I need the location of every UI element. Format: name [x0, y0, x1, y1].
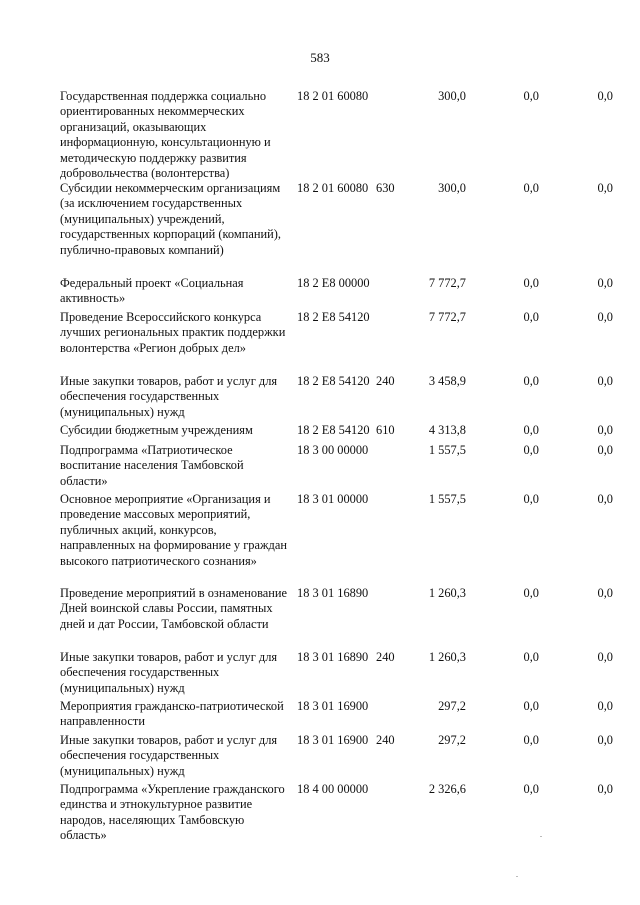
- row-value-3: 0,0: [597, 443, 613, 457]
- row-code: 18 4 00 00000: [297, 782, 369, 796]
- row-name: Проведение Всероссийского конкурса лучших региональных практик поддержки волонтерства «Регион добрых дел»: [60, 310, 286, 355]
- row-value-3: 0,0: [597, 423, 613, 437]
- row-name: Проведение мероприятий в ознаменование Дней воинской славы России, памятных дней и дат России, Тамбовской области: [60, 586, 288, 631]
- row-code: 18 2 E8 54120: [297, 423, 370, 437]
- row-value-3: 0,0: [597, 374, 613, 388]
- row-value-2: 0,0: [523, 492, 539, 506]
- row-expense-type: 610: [376, 423, 395, 437]
- row-amount: 1 260,3: [428, 586, 466, 600]
- row-value-2: 0,0: [523, 733, 539, 747]
- row-code: 18 3 00 00000: [297, 443, 369, 457]
- scan-speck: [516, 876, 518, 877]
- row-name: Субсидии некоммерческим организациям (за исключением государственных (муниципальных) учреждений, государственных корпораций (компаний), публично-правовых компаний): [60, 181, 281, 257]
- row-amount: 2 326,6: [428, 782, 466, 796]
- row-name: Иные закупки товаров, работ и услуг для обеспечения государственных (муниципальных) нужд: [60, 650, 278, 695]
- row-name: Основное мероприятие «Организация и проведение массовых мероприятий, публичных акций, конкурсов, направленных на формирование у граждан высокого патриотического сознания»: [60, 492, 287, 568]
- row-code: 18 2 01 60080: [297, 181, 369, 195]
- row-value-2: 0,0: [523, 699, 539, 713]
- row-value-2: 0,0: [523, 782, 539, 796]
- row-expense-type: 630: [376, 181, 395, 195]
- row-code: 18 2 E8 54120: [297, 374, 370, 388]
- row-amount: 7 772,7: [428, 276, 466, 290]
- row-amount: 297,2: [438, 699, 466, 713]
- row-value-2: 0,0: [523, 181, 539, 195]
- row-name: Подпрограмма «Укрепление гражданского единства и этнокультурное развитие народов, населяющих Тамбовскую область»: [60, 782, 285, 843]
- row-name: Государственная поддержка социально ориентированных некоммерческих организаций, оказывающих информационную, консультационную и методическую поддержку развития добровольчества (волонтерства): [60, 89, 271, 181]
- row-value-3: 0,0: [597, 782, 613, 796]
- row-amount: 1 557,5: [428, 443, 466, 457]
- row-value-2: 0,0: [523, 650, 539, 664]
- row-code: 18 3 01 16900: [297, 699, 369, 713]
- row-amount: 3 458,9: [428, 374, 466, 388]
- row-expense-type: 240: [376, 733, 395, 747]
- row-value-3: 0,0: [597, 181, 613, 195]
- row-amount: 297,2: [438, 733, 466, 747]
- row-value-2: 0,0: [523, 89, 539, 103]
- row-value-3: 0,0: [597, 89, 613, 103]
- row-amount: 300,0: [438, 181, 466, 195]
- row-amount: 7 772,7: [428, 310, 466, 324]
- row-code: 18 3 01 16900: [297, 733, 369, 747]
- row-value-2: 0,0: [523, 374, 539, 388]
- row-name: Федеральный проект «Социальная активность»: [60, 276, 244, 306]
- page-number: 583: [310, 50, 330, 65]
- row-value-2: 0,0: [523, 586, 539, 600]
- row-amount: 4 313,8: [428, 423, 466, 437]
- scan-speck: [540, 836, 542, 837]
- row-value-3: 0,0: [597, 699, 613, 713]
- row-value-3: 0,0: [597, 733, 613, 747]
- row-name: Иные закупки товаров, работ и услуг для обеспечения государственных (муниципальных) нужд: [60, 733, 278, 778]
- row-value-3: 0,0: [597, 586, 613, 600]
- row-value-2: 0,0: [523, 443, 539, 457]
- row-name: Мероприятия гражданско-патриотической направленности: [60, 699, 284, 729]
- row-amount: 1 260,3: [428, 650, 466, 664]
- row-value-3: 0,0: [597, 310, 613, 324]
- row-value-3: 0,0: [597, 650, 613, 664]
- row-expense-type: 240: [376, 374, 395, 388]
- row-name: Иные закупки товаров, работ и услуг для обеспечения государственных (муниципальных) нужд: [60, 374, 278, 419]
- row-value-2: 0,0: [523, 310, 539, 324]
- row-code: 18 2 01 60080: [297, 89, 369, 103]
- row-code: 18 3 01 00000: [297, 492, 369, 506]
- row-expense-type: 240: [376, 650, 395, 664]
- row-value-3: 0,0: [597, 276, 613, 290]
- row-name: Субсидии бюджетным учреждениям: [60, 423, 253, 437]
- row-value-2: 0,0: [523, 423, 539, 437]
- row-value-3: 0,0: [597, 492, 613, 506]
- row-code: 18 2 E8 00000: [297, 276, 370, 290]
- row-code: 18 2 E8 54120: [297, 310, 370, 324]
- row-value-2: 0,0: [523, 276, 539, 290]
- row-amount: 1 557,5: [428, 492, 466, 506]
- row-amount: 300,0: [438, 89, 466, 103]
- row-code: 18 3 01 16890: [297, 650, 369, 664]
- row-code: 18 3 01 16890: [297, 586, 369, 600]
- row-name: Подпрограмма «Патриотическое воспитание населения Тамбовской области»: [60, 443, 244, 488]
